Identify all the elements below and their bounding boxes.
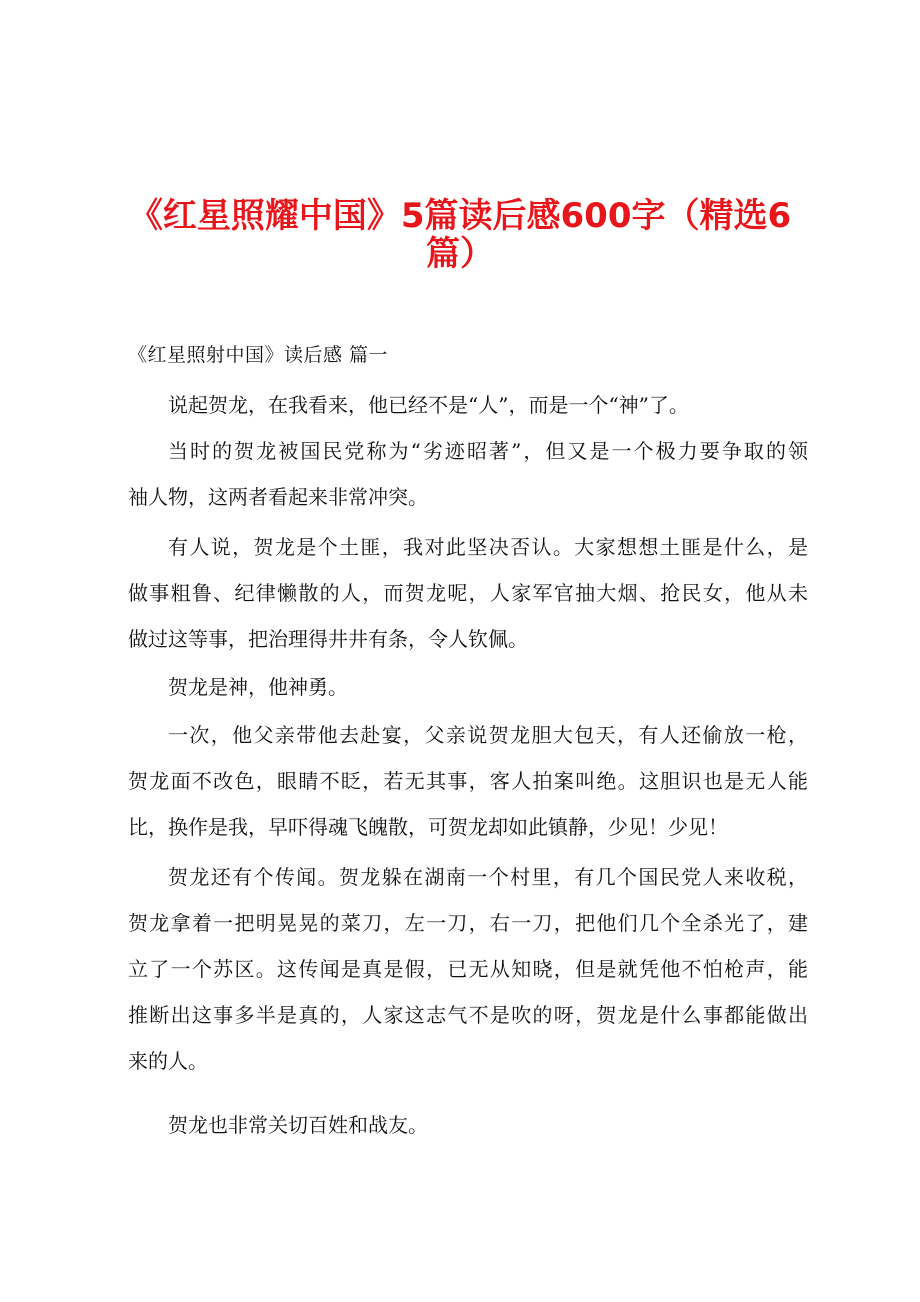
paragraph-line: 贺龙是神，他神勇。 — [168, 675, 348, 699]
paragraph-line: 贺龙面不改色，眼睛不眨，若无其事，客人拍案叫绝。这胆识也是无人能 — [128, 769, 808, 793]
paragraph-line: 当时的贺龙被国民党称为“劣迹昭著”，但又是一个极力要争取的领 — [168, 439, 808, 463]
paragraph-line: 做过这等事，把治理得井井有条，令人钦佩。 — [128, 627, 528, 651]
section-heading: 《红星照射中国》读后感 篇一 — [128, 344, 389, 366]
paragraph-line: 说起贺龙，在我看来，他已经不是“人”，而是一个“神”了。 — [168, 393, 689, 417]
document-title-line-1: 《红星照耀中国》5篇读后感600字（精选6 — [128, 196, 792, 236]
paragraph-line: 袖人物，这两者看起来非常冲突。 — [128, 485, 428, 509]
paragraph-line: 推断出这事多半是真的，人家这志气不是吹的呀，贺龙是什么事都能做出 — [128, 1003, 808, 1027]
paragraph-line: 有人说，贺龙是个土匪，我对此坚决否认。大家想想土匪是什么，是 — [168, 535, 808, 559]
document-title-line-2: 篇） — [426, 234, 494, 274]
paragraph-line: 一次，他父亲带他去赴宴，父亲说贺龙胆大包天，有人还偷放一枪， — [168, 723, 808, 747]
paragraph-line: 贺龙也非常关切百姓和战友。 — [168, 1113, 428, 1137]
paragraph-line: 做事粗鲁、纪律懒散的人，而贺龙呢，人家军官抽大烟、抢民女，他从未 — [128, 581, 808, 605]
paragraph-line: 来的人。 — [128, 1049, 208, 1073]
paragraph-line: 贺龙拿着一把明晃晃的菜刀，左一刀，右一刀，把他们几个全杀光了，建 — [128, 911, 808, 935]
paragraph-line: 贺龙还有个传闻。贺龙躲在湖南一个村里，有几个国民党人来收税， — [168, 865, 808, 889]
paragraph-line: 立了一个苏区。这传闻是真是假，已无从知晓，但是就凭他不怕枪声，能 — [128, 957, 808, 981]
paragraph-line: 比，换作是我，早吓得魂飞魄散，可贺龙却如此镇静，少见！少见！ — [128, 815, 728, 839]
